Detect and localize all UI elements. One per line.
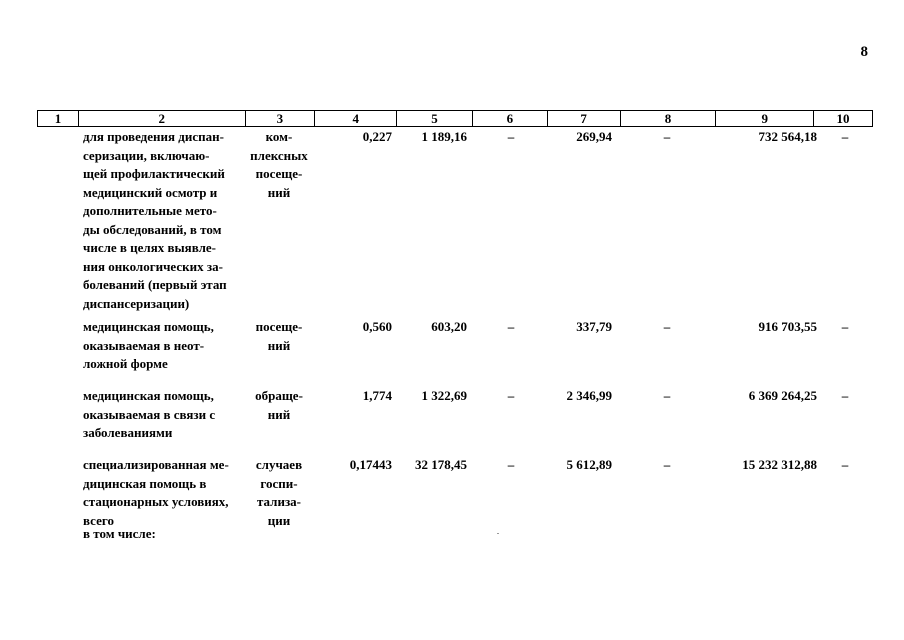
unit-line: ком-	[265, 129, 293, 144]
cell-col-5: 1 322,69	[421, 388, 467, 403]
cell-col-7: 2 346,99	[566, 388, 612, 403]
unit-line: случаев	[255, 457, 303, 472]
cell-col-6: –	[507, 129, 515, 144]
unit-line: ний	[267, 406, 291, 422]
description-line: стационарных условиях,	[83, 494, 229, 509]
cell-col-5: 1 189,16	[421, 129, 467, 144]
cell-col-9: 732 564,18	[758, 129, 817, 144]
cell-col-10: –	[841, 319, 849, 334]
cell-col-9: 916 703,55	[758, 319, 817, 334]
description-line: оказываемая в неот-	[83, 337, 205, 353]
description-line: болеваний (первый этап	[83, 277, 227, 292]
cell-col-8: –	[663, 319, 671, 334]
cell-col-8: –	[663, 129, 671, 144]
page-number: 8	[860, 44, 868, 60]
row-description	[83, 128, 240, 313]
unit-line: госпи-	[260, 475, 298, 491]
header-cell-8: 8	[621, 111, 717, 126]
cell-col-7: 337,79	[576, 319, 612, 334]
cell-col-7: 5 612,89	[566, 457, 612, 472]
row-unit	[249, 387, 309, 424]
cell-col-4: 1,774	[362, 388, 392, 403]
header-cell-2: 2	[79, 111, 246, 126]
cell-col-9: 15 232 312,88	[742, 457, 817, 472]
header-cell-3: 3	[246, 111, 316, 126]
unit-line: ний	[267, 337, 291, 353]
unit-line: посеще-	[255, 166, 303, 181]
row-description	[83, 318, 240, 374]
cell-col-6: –	[507, 319, 515, 334]
cell-col-5: 603,20	[431, 319, 467, 334]
header-cell-1: 1	[38, 111, 79, 126]
description-line: ложной форме	[83, 356, 168, 371]
description-line: ния онкологических за-	[83, 258, 223, 274]
row-description	[83, 387, 240, 443]
description-line: дополнительные мето-	[83, 203, 217, 218]
row-unit	[249, 456, 309, 530]
unit-line: посеще-	[255, 319, 303, 334]
cell-col-10: –	[841, 388, 849, 403]
unit-line: обраще-	[255, 388, 303, 403]
row-description	[83, 456, 240, 530]
cell-col-10: –	[841, 457, 849, 472]
header-cell-6: 6	[473, 111, 548, 126]
row-unit	[249, 128, 309, 202]
header-cell-7: 7	[548, 111, 621, 126]
description-line: дицинская помощь в	[83, 475, 207, 491]
cell-col-6: –	[507, 388, 515, 403]
tail-text: в том числе:	[83, 526, 156, 541]
description-line: оказываемая в связи с	[83, 406, 216, 422]
header-cell-5: 5	[397, 111, 473, 126]
unit-line: тализа-	[257, 494, 301, 509]
cell-col-7: 269,94	[576, 129, 612, 144]
scan-speck	[497, 533, 499, 534]
table-header	[37, 110, 873, 127]
cell-col-6: –	[507, 457, 515, 472]
description-line: специализированная ме-	[83, 457, 229, 472]
description-line: медицинский осмотр и	[83, 184, 218, 200]
description-line: щей профилактический	[83, 166, 225, 181]
description-line: серизации, включаю-	[83, 147, 210, 163]
description-line: диспансеризации)	[83, 295, 190, 311]
description-line: медицинская помощь,	[83, 319, 214, 334]
description-line: числе в целях выявле-	[83, 240, 216, 255]
header-cell-4: 4	[315, 111, 397, 126]
cell-col-9: 6 369 264,25	[748, 388, 817, 403]
cell-col-5: 32 178,45	[415, 457, 467, 472]
description-line: медицинская помощь,	[83, 388, 214, 403]
unit-line: ний	[267, 184, 291, 200]
description-line: заболеваниями	[83, 425, 173, 440]
header-cell-9: 9	[716, 111, 814, 126]
unit-line: ции	[267, 512, 291, 528]
description-line: всего	[83, 512, 114, 528]
unit-line: плексных	[250, 147, 308, 163]
cell-col-8: –	[663, 457, 671, 472]
cell-col-8: –	[663, 388, 671, 403]
cell-col-4: 0,17443	[349, 457, 392, 472]
description-line: для проведения диспан-	[83, 129, 224, 144]
cell-col-10: –	[841, 129, 849, 144]
cell-col-4: 0,560	[362, 319, 392, 334]
header-cell-10: 10	[836, 111, 850, 126]
description-line: ды обследований, в том	[83, 221, 222, 237]
row-unit	[249, 318, 309, 355]
cell-col-4: 0,227	[362, 129, 392, 144]
